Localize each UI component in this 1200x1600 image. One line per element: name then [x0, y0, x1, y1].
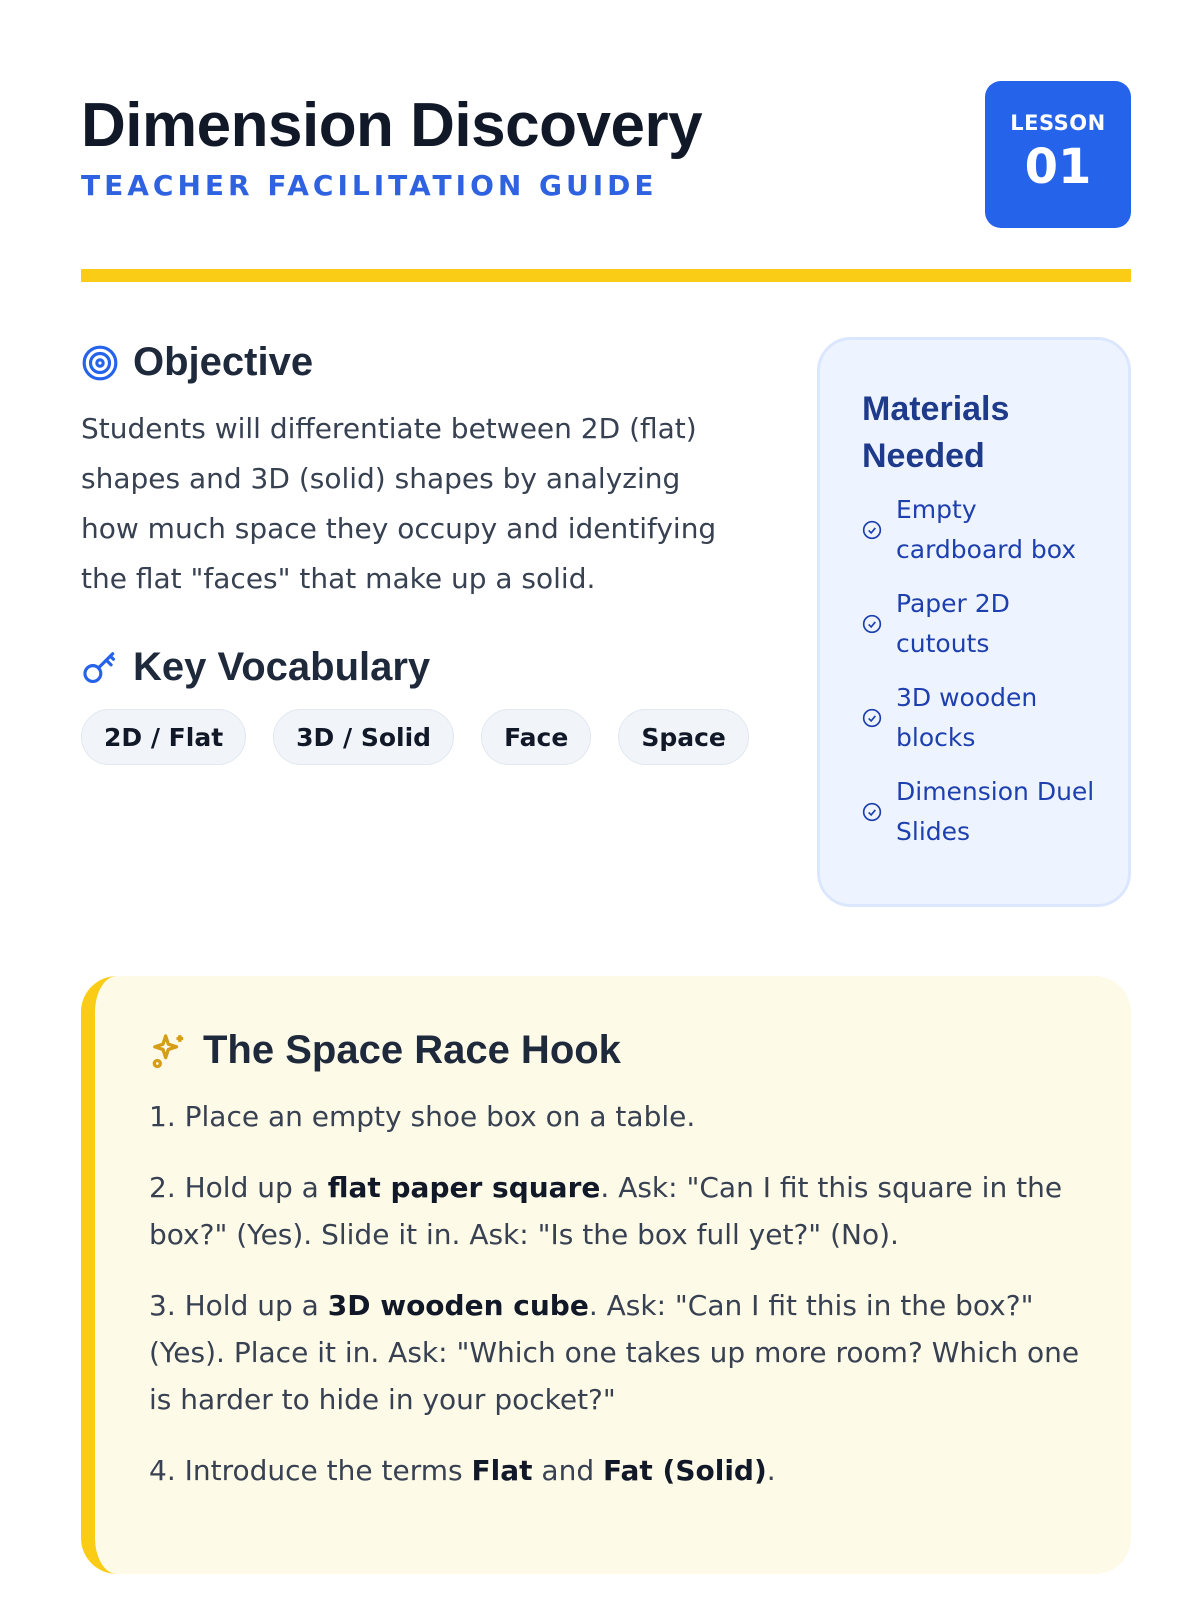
hook-heading [149, 1028, 621, 1073]
target-icon [81, 344, 119, 382]
materials-item-line: cutouts [896, 629, 990, 658]
materials-item [862, 584, 1010, 664]
lesson-badge [985, 81, 1131, 228]
hook-step-text: and [532, 1454, 604, 1487]
materials-item [862, 490, 1076, 570]
hook-step-text: . Ask: "Can I fit this square in the box?" (Yes). Slide it in. Ask: "Is the box full yet?" (No). [149, 1171, 1063, 1251]
materials-item [862, 772, 1094, 852]
page-title: Dimension Discovery [81, 91, 703, 160]
key-icon [81, 649, 119, 687]
lesson-number: 01 [1024, 139, 1092, 195]
materials-item-line: Empty [896, 495, 977, 524]
check-circle-icon [862, 708, 882, 728]
vocab-chip: Face [481, 709, 591, 765]
hook-step [149, 1282, 1089, 1423]
lesson-label: LESSON [1010, 111, 1106, 135]
materials-item-line: blocks [896, 723, 976, 752]
hook-step-text: 2. Hold up a [149, 1171, 328, 1204]
materials-item-line: cardboard box [896, 535, 1077, 564]
vocabulary-chips [81, 709, 749, 765]
hook-card [81, 976, 1131, 1574]
page-subtitle: TEACHER FACILITATION GUIDE [81, 169, 658, 202]
vocab-chip: 3D / Solid [273, 709, 454, 765]
vocab-chip: Space [618, 709, 749, 765]
materials-item-line: Paper 2D [896, 589, 1010, 618]
objective-title: Objective [133, 340, 314, 384]
hook-step-text: . Ask: "Can I fit this in the box?" (Yes). Place it in. Ask: "Which one takes up more room? Which one is harder to hide in your pocket?" [149, 1289, 1080, 1416]
hook-step-emphasis: Fat (Solid) [603, 1454, 767, 1487]
vocabulary-heading [81, 645, 430, 690]
hook-step-text: . [766, 1454, 776, 1487]
hook-step [149, 1093, 1089, 1140]
hook-step-emphasis: Flat [471, 1454, 533, 1487]
materials-card [817, 337, 1131, 907]
hook-step [149, 1164, 1089, 1258]
header-divider [81, 269, 1131, 282]
materials-item-line: 3D wooden [896, 683, 1038, 712]
check-circle-icon [862, 614, 882, 634]
vocabulary-title: Key Vocabulary [133, 645, 431, 689]
materials-item-line: Dimension Duel [896, 777, 1095, 806]
page-header [81, 81, 1131, 231]
hook-step-emphasis: flat paper square [327, 1171, 601, 1204]
hook-step-text: 3. Hold up a [149, 1289, 328, 1322]
objective-heading [81, 340, 313, 385]
hook-step-emphasis: 3D wooden cube [327, 1289, 589, 1322]
materials-item [862, 678, 1037, 758]
materials-item-line: Slides [896, 817, 971, 846]
sparkles-icon [149, 1031, 189, 1071]
vocab-chip: 2D / Flat [81, 709, 246, 765]
hook-title: The Space Race Hook [203, 1028, 621, 1072]
check-circle-icon [862, 520, 882, 540]
materials-title: Materials Needed [862, 390, 1010, 475]
hook-step-text: 1. Place an empty shoe box on a table. [149, 1100, 696, 1133]
hook-step-text: 4. Introduce the terms [149, 1454, 472, 1487]
check-circle-icon [862, 802, 882, 822]
hook-step [149, 1447, 1089, 1494]
objective-text: Students will differentiate between 2D (flat) shapes and 3D (solid) shapes by analyzing how much space they occupy and identifying the flat "faces" that make up a solid. [81, 412, 717, 595]
hook-steps [149, 1093, 1089, 1518]
